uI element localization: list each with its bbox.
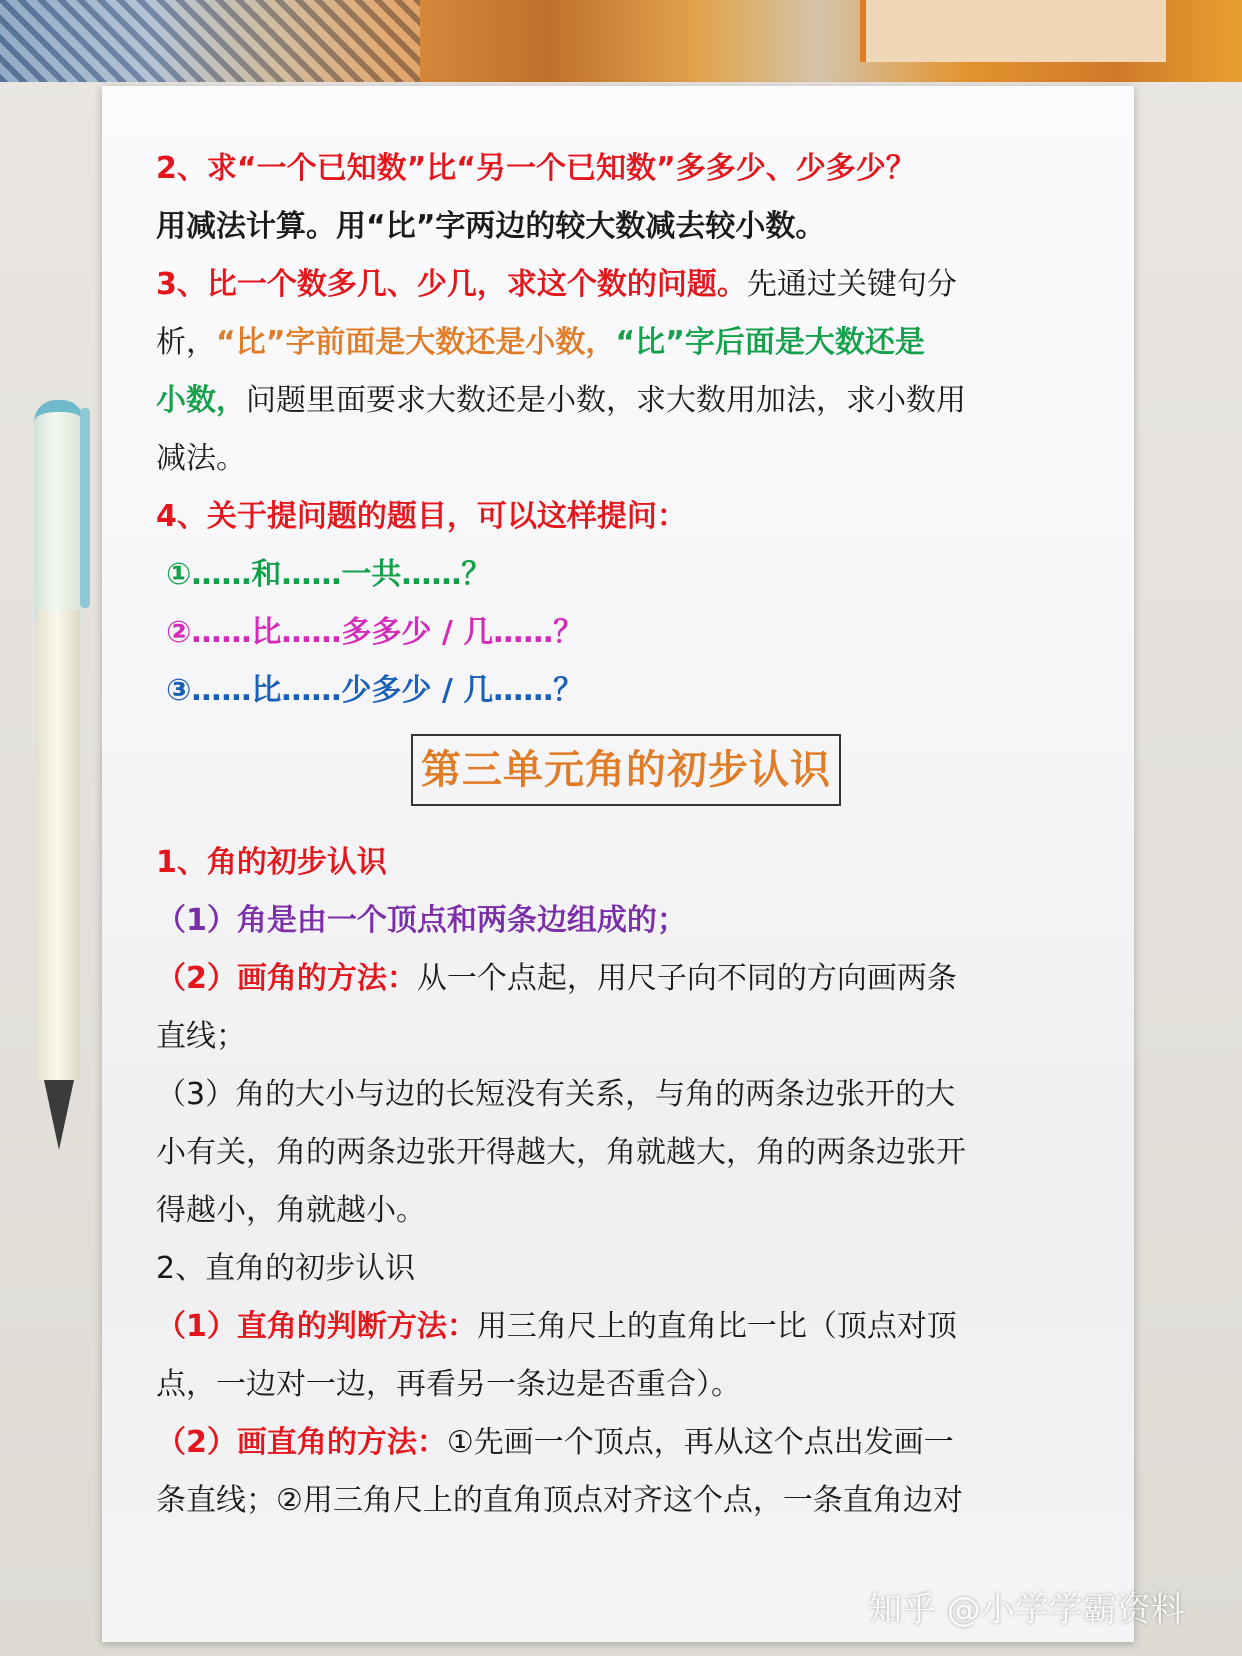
background-photo-strip [0,0,1242,82]
q4-item-2: ②……比……多多少 / 几……？ [166,615,584,650]
p1-item-2-line-1 [156,950,1096,1008]
document-content [156,140,1096,1530]
p1-item-3-c: 得越小，角就越小。 [156,1193,426,1228]
pen-body [38,610,80,1080]
unit-heading: 第三单元角的初步认识 [411,734,841,806]
q4-item-1: ①……和……一共……？ [166,557,492,592]
q3-line-1 [156,256,1096,314]
p1-item-2-label: （2）画角的方法： [156,961,417,996]
q3-title: 3、比一个数多几、少几，求这个数的问题。 [156,267,747,302]
pen-image [28,400,90,1160]
pen-tip [44,1080,74,1150]
p2-item-2-text-b: 条直线；②用三角尺上的直角顶点对齐这个点，一条直角边对 [156,1483,963,1518]
pattern-decoration [0,0,420,82]
p1-title: 1、角的初步认识 [156,845,387,880]
p2-item-2-text-a: ①先画一个顶点，再从这个点出发画一 [446,1425,954,1460]
q3-green-text-b: 小数， [156,383,246,418]
q3-end: 减法。 [156,441,246,476]
q3-green-text-a: “比”字后面是大数还是 [615,325,925,360]
watermark: 知乎 @小学学霸资料 [868,1590,1185,1630]
p1-item-1: （1）角是由一个顶点和两条边组成的； [156,903,687,938]
q3-line2-start: 析， [156,325,216,360]
q3-rest: 问题里面要求大数还是小数，求大数用加法，求小数用 [246,383,966,418]
p2-item-1-text-b: 点，一边对一边，再看另一条边是否重合）。 [156,1367,741,1402]
q3-intro: 先通过关键句分 [746,267,957,302]
p2-item-2-line-1 [156,1414,1096,1472]
p1-item-3-b: 小有关，角的两条边张开得越大，角就越大，角的两条边张开 [156,1135,966,1170]
p2-item-1-text-a: 用三角尺上的直角比一比（顶点对顶 [476,1309,957,1344]
q3-line-2 [156,314,1096,372]
p2-title: 2、直角的初步认识 [156,1251,416,1286]
pen-cap [34,400,84,622]
p1-item-3-a: （3）角的大小与边的长短没有关系，与角的两条边张开的大 [156,1077,956,1112]
card-decoration [860,0,1166,62]
q3-line-3 [156,372,1096,430]
p1-item-2-text-b: 直线； [156,1019,246,1054]
pen-clip [80,408,90,608]
q2-body: 用减法计算。用“比”字两边的较大数减去较小数。 [156,209,826,244]
q2-title: 2、求“一个已知数”比“另一个已知数”多多少、少多少？ [156,151,916,186]
q3-orange-text: “比”字前面是大数还是小数， [216,325,616,360]
q4-title: 4、关于提问题的题目，可以这样提问： [156,499,687,534]
q4-item-3: ③……比……少多少 / 几……？ [166,673,584,708]
p1-item-2-text-a: 从一个点起，用尺子向不同的方向画两条 [416,961,957,996]
p2-item-1-line-1 [156,1298,1096,1356]
p2-item-1-label: （1）直角的判断方法： [156,1309,477,1344]
p2-item-2-label: （2）画直角的方法： [156,1425,447,1460]
